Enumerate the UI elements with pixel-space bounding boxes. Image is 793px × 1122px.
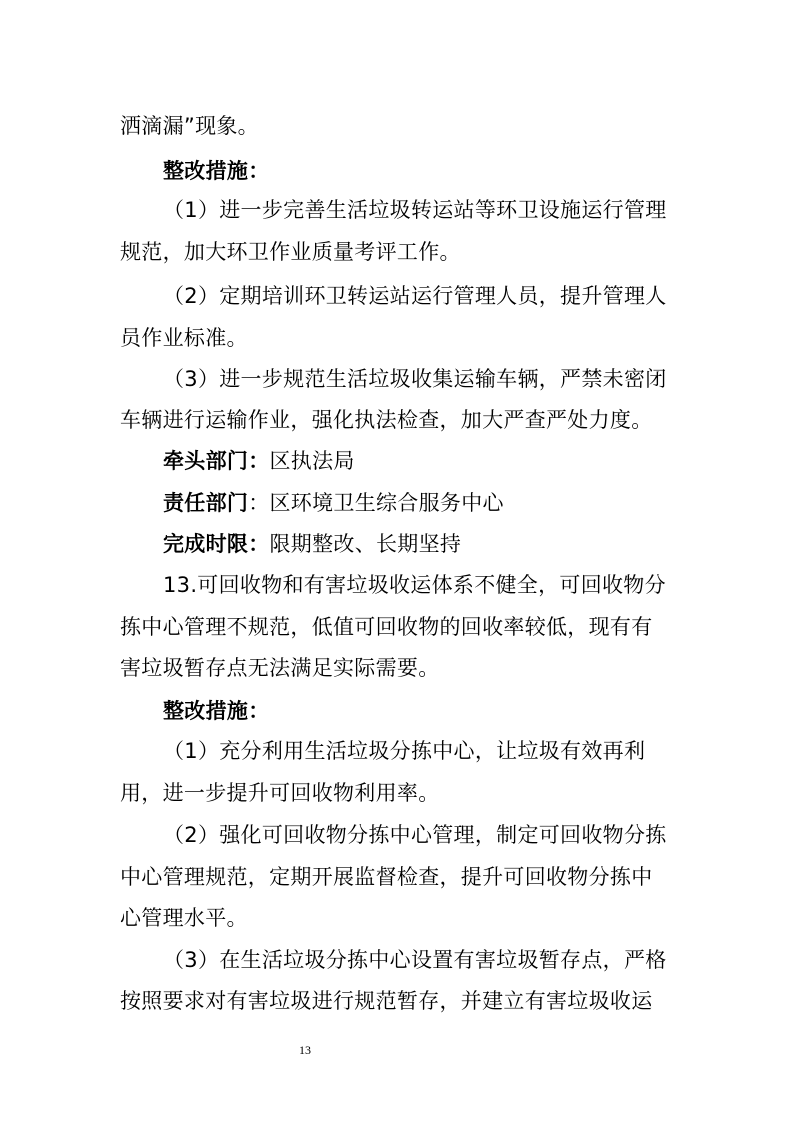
section13-measure1-line1: （1）充分利用生活垃圾分拣中心，让垃圾有效再利 <box>163 739 646 763</box>
section13-measure3-line1: （3）在生活垃圾分拣中心设置有害垃圾暂存点，严格 <box>163 948 667 972</box>
section13-measure2-line2: 中心管理规范，定期开展监督检查，提升可回收物分拣中 <box>120 865 653 889</box>
section13-measure2-line1: （2）强化可回收物分拣中心管理，制定可回收物分拣 <box>163 823 667 847</box>
deadline-value: 限期整改、长期坚持 <box>269 532 462 556</box>
section13-issue-line3: 害垃圾暂存点无法满足实际需要。 <box>120 656 440 680</box>
section13-measure3-line2: 按照要求对有害垃圾进行规范暂存，并建立有害垃圾收运 <box>120 989 653 1013</box>
deadline-row <box>163 530 723 558</box>
section12-measure2-line2: 员作业标准。 <box>120 326 248 350</box>
responsible-department-row <box>163 489 723 517</box>
section12-measure3-line2: 车辆进行运输作业，强化执法检查，加大严查严处力度。 <box>120 408 653 432</box>
page-number: 13 <box>299 1043 311 1057</box>
lead-department-label: 牵头部门： <box>163 449 270 473</box>
lead-department-value: 区执法局 <box>269 449 355 473</box>
section13-issue-line1: 13.可回收物和有害垃圾收运体系不健全，可回收物分 <box>163 573 666 597</box>
section12-measure1-line2: 规范，加大环卫作业质量考评工作。 <box>120 240 461 264</box>
responsible-department-value: ：区环境卫生综合服务中心 <box>248 491 504 515</box>
section13-issue-line2: 拣中心管理不规范，低值可回收物的回收率较低，现有有 <box>120 615 653 639</box>
responsible-department-label: 责任部门 <box>163 491 249 515</box>
lead-department-row <box>163 447 723 475</box>
section13-measure1-line2: 用，进一步提升可回收物利用率。 <box>120 781 440 805</box>
section12-measure3-line1: （3）进一步规范生活垃圾收集运输车辆，严禁未密闭 <box>163 367 667 391</box>
section12-measures-heading: 整改措施： <box>163 159 270 183</box>
deadline-label: 完成时限： <box>163 532 270 556</box>
section12-tail-text: 洒滴漏”现象。 <box>120 114 259 138</box>
section13-measure2-line3: 心管理水平。 <box>120 906 248 930</box>
section12-measure1-line1: （1）进一步完善生活垃圾转运站等环卫设施运行管理 <box>163 198 667 222</box>
section13-measures-heading: 整改措施： <box>163 699 270 723</box>
section12-measure2-line1: （2）定期培训环卫转运站运行管理人员，提升管理人 <box>163 284 667 308</box>
